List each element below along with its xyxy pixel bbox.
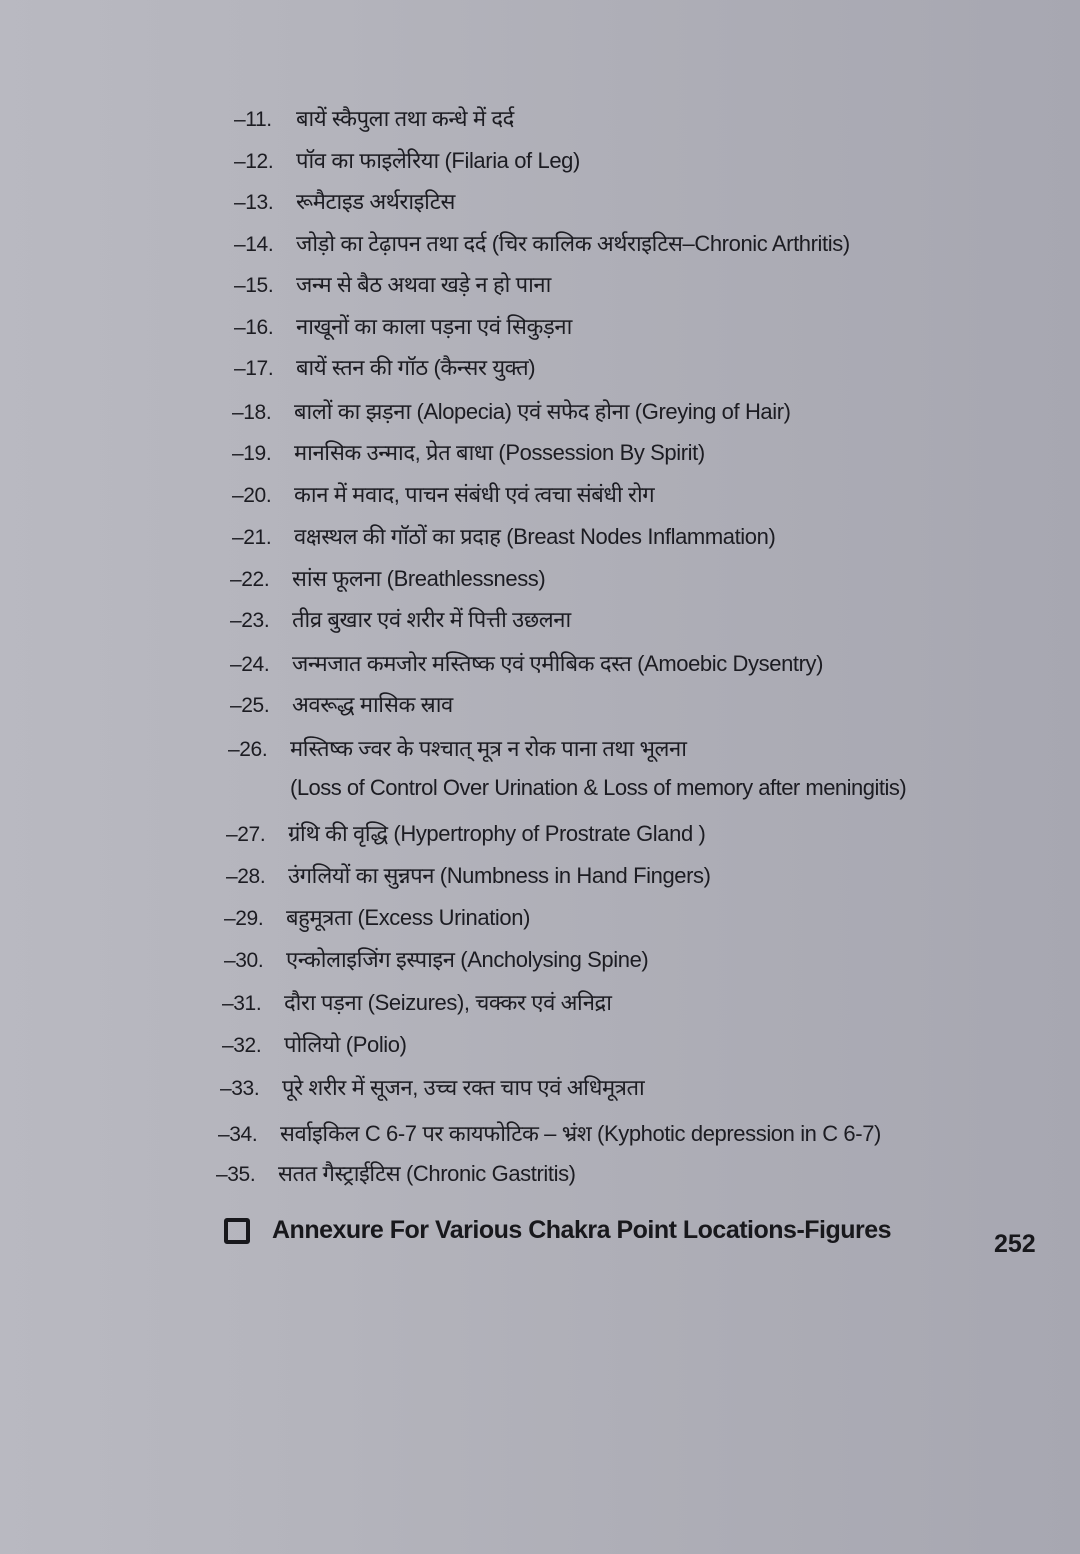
list-item: [234, 145, 580, 175]
list-item: [230, 563, 545, 593]
item-text: कान में मवाद, पाचन संबंधी एवं त्वचा संबंधी रोग: [294, 482, 655, 507]
item-text: नाखूनों का काला पड़ना एवं सिकुड़ना: [296, 314, 572, 339]
item-number: –26.: [228, 738, 268, 761]
item-number: –35.: [216, 1163, 256, 1186]
item-text: पॉव का फाइलेरिया (Filaria of Leg): [296, 148, 580, 173]
item-number: –19.: [232, 442, 272, 465]
item-number: –27.: [226, 823, 266, 846]
item-text: बहुमूत्रता (Excess Urination): [286, 905, 531, 930]
item-text: ग्रंथि की वृद्धि (Hypertrophy of Prostrate Gland ): [288, 821, 706, 846]
item-number: –21.: [232, 526, 272, 549]
item-text: जन्मजात कमजोर मस्तिष्क एवं एमीबिक दस्त (Amoebic Dysentry): [292, 651, 824, 676]
item-number: –34.: [218, 1123, 258, 1146]
item-text: मस्तिष्क ज्वर के पश्चात् मूत्र न रोक पाना तथा भूलना: [290, 736, 687, 761]
item-number: –32.: [222, 1034, 262, 1057]
item-text: उंगलियों का सुन्नपन (Numbness in Hand Fingers): [288, 863, 711, 888]
page-number: 252: [994, 1230, 1036, 1258]
item-number: –15.: [234, 274, 274, 297]
item-text: मानसिक उन्माद, प्रेत बाधा (Possession By Spirit): [294, 440, 705, 465]
list-item: [230, 604, 571, 634]
item-number: –18.: [232, 401, 272, 424]
item-text: जोड़ो का टेढ़ापन तथा दर्द (चिर कालिक अर्थराइटिस–Chronic Arthritis): [296, 231, 850, 256]
item-number: –28.: [226, 865, 266, 888]
item-text: सर्वाइकिल C 6-7 पर कायफोटिक – भ्रंश (Kyphotic depression in C 6-7): [280, 1121, 881, 1146]
item-text: सांस फूलना (Breathlessness): [292, 566, 546, 591]
item-number: –17.: [234, 357, 274, 380]
item-text: बायें स्कैपुला तथा कन्धे में दर्द: [296, 106, 514, 131]
list-item: [218, 1118, 881, 1148]
list-item: [224, 902, 530, 932]
list-item: [222, 1029, 407, 1059]
list-item: [222, 987, 612, 1017]
item-number: –13.: [234, 191, 274, 214]
item-number: –16.: [234, 316, 274, 339]
section-footer: [224, 1216, 1044, 1245]
item-text: एन्कोलाइजिंग इस्पाइन (Ancholysing Spine): [286, 947, 649, 972]
item-text: दौरा पड़ना (Seizures), चक्कर एवं अनिद्रा: [284, 990, 612, 1015]
list-item: [232, 479, 654, 509]
item-number: –20.: [232, 484, 272, 507]
item-text: बायें स्तन की गॉठ (कैन्सर युक्त): [296, 355, 536, 380]
list-item: [234, 352, 535, 382]
item-number: –14.: [234, 233, 274, 256]
list-item: [228, 733, 687, 763]
list-item: [226, 818, 705, 848]
list-item-continuation: (Loss of Control Over Urination & Loss of memory after meningitis): [290, 775, 907, 800]
item-text: जन्म से बैठ अथवा खड़े न हो पाना: [296, 272, 551, 297]
item-text: पूरे शरीर में सूजन, उच्च रक्त चाप एवं अधिमूत्रता: [282, 1075, 645, 1100]
list-item: [224, 944, 648, 974]
item-text: तीव्र बुखार एवं शरीर में पित्ती उछलना: [292, 607, 571, 632]
list-item: [232, 437, 705, 467]
list-item: [230, 648, 823, 678]
item-number: –11.: [234, 108, 272, 131]
list-item: [216, 1158, 576, 1188]
list-item: [234, 103, 514, 133]
item-number: –23.: [230, 609, 270, 632]
item-number: –30.: [224, 949, 264, 972]
list-item: [234, 311, 572, 341]
item-number: –33.: [220, 1077, 260, 1100]
list-item: [232, 396, 791, 426]
list-item: [234, 228, 850, 258]
item-text: रूमैटाइड अर्थराइटिस: [296, 189, 455, 214]
list-item: [234, 186, 455, 216]
item-number: –29.: [224, 907, 264, 930]
checkbox-square-icon: [224, 1218, 250, 1244]
list-item: [220, 1072, 644, 1102]
list-item: [226, 860, 711, 890]
item-text: अवरूद्ध मासिक स्राव: [292, 692, 453, 717]
list-item: [232, 521, 775, 551]
item-number: –24.: [230, 653, 270, 676]
item-text: वक्षस्थल की गॉठों का प्रदाह (Breast Nodes Inflammation): [294, 524, 776, 549]
list-item: [234, 269, 551, 299]
item-text: बालों का झड़ना (Alopecia) एवं सफेद होना (Greying of Hair): [294, 399, 791, 424]
item-number: –22.: [230, 568, 270, 591]
item-number: –25.: [230, 694, 270, 717]
item-number: –31.: [222, 992, 262, 1015]
annexure-title: Annexure For Various Chakra Point Locations-Figures: [272, 1216, 892, 1244]
list-item: [230, 689, 453, 719]
item-number: –12.: [234, 150, 274, 173]
item-text: सतत गैस्ट्राईटिस (Chronic Gastritis): [278, 1161, 576, 1186]
item-text: पोलियो (Polio): [284, 1032, 407, 1057]
